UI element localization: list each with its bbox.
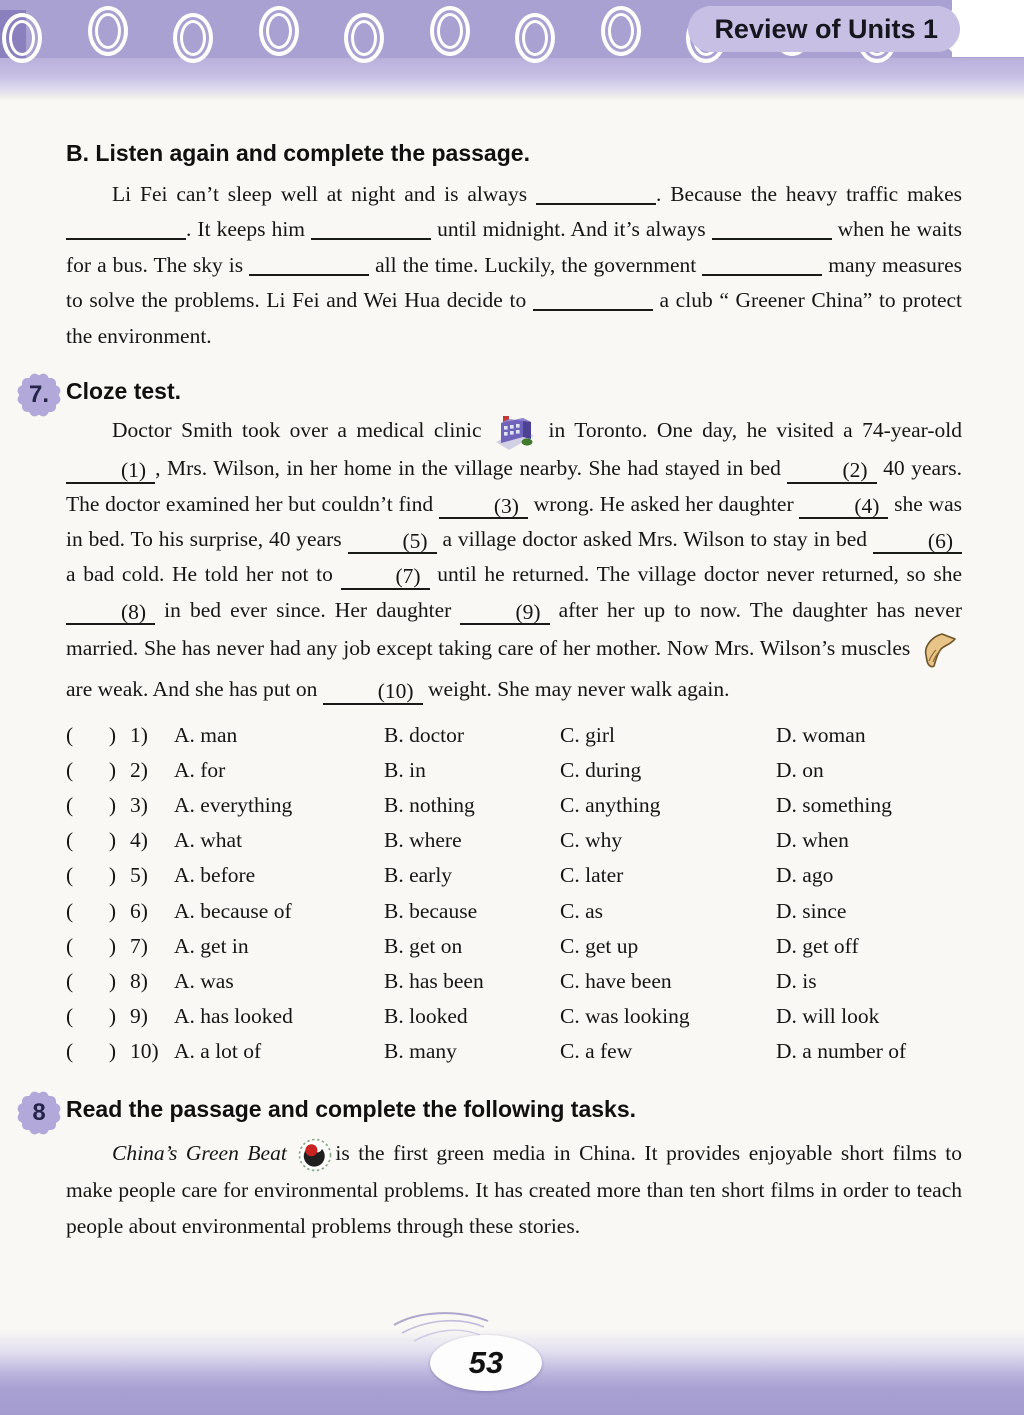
choice-option: B. where — [384, 828, 462, 853]
question-number: 5) — [130, 863, 148, 888]
choice-option: D. a number of — [776, 1039, 907, 1064]
choice-option: A. get in — [174, 933, 249, 958]
green-beat-logo-icon — [298, 1138, 332, 1172]
ring-icon — [601, 6, 641, 56]
choice-option: C. girl — [560, 722, 615, 747]
choice-option: C. was looking — [560, 1004, 690, 1029]
choice-option: D. on — [776, 757, 824, 782]
choice-option: D. is — [776, 968, 817, 993]
fill-in-blank[interactable] — [533, 291, 653, 311]
section-number-badge: 8 — [16, 1090, 62, 1136]
fill-in-blank[interactable] — [536, 185, 656, 205]
fill-in-blank[interactable] — [66, 220, 186, 240]
cloze-passage: Doctor Smith took over a medical clinic in Toronto. One day, he visited a 74-year-old (1) , Mrs. Wilson, in her home in the village nearby. She had stayed in bed (2) 40 years. The doctor examined her but couldn’t find (3) wrong. He asked her daughter (4) she was in bed. To his surprise, 40 years (5) a village doctor asked Mrs. Wilson to stay in bed (6) a bad cold. He told her not to (7) until he returned. The village doctor never returned, so she (8) in bed ever since. Her daughter (9) after her up to now. The daughter has never married. She has never had any job except taking care of her mother. Now Mrs. Wilson’s muscles are weak. And she has put on (10) weight. She may never walk again. — [66, 413, 962, 708]
numbered-blank[interactable]: (9) — [460, 601, 549, 626]
option-row — [66, 858, 962, 893]
option-row — [66, 964, 962, 999]
option-row — [66, 718, 962, 753]
option-row — [66, 929, 962, 964]
question-number: 3) — [130, 792, 148, 817]
question-number: 8) — [130, 968, 148, 993]
choice-option: C. have been — [560, 968, 672, 993]
choice-option: C. get up — [560, 933, 639, 958]
section-8-heading: Read the passage and complete the following tasks. — [66, 1095, 637, 1122]
numbered-blank[interactable]: (7) — [341, 565, 430, 590]
choice-option: C. later — [560, 863, 624, 888]
question-number: 4) — [130, 828, 148, 853]
page-title: Review of Units 1 — [688, 6, 960, 52]
choice-option: D. will look — [776, 1004, 880, 1029]
passage-title-italic: China’s Green Beat — [112, 1140, 296, 1165]
choice-option: A. because of — [174, 898, 292, 923]
answer-bracket[interactable]: ( ) — [66, 792, 116, 817]
cloze-options — [66, 718, 962, 1070]
numbered-blank[interactable]: (1) — [66, 459, 155, 484]
answer-bracket[interactable]: ( ) — [66, 933, 116, 958]
choice-option: D. ago — [776, 863, 834, 888]
choice-option: A. what — [174, 828, 243, 853]
choice-option: B. in — [384, 757, 426, 782]
choice-option: A. a lot of — [174, 1039, 262, 1064]
question-number: 1) — [130, 722, 148, 747]
fill-in-blank[interactable] — [702, 256, 822, 276]
question-number: 10) — [130, 1039, 159, 1064]
question-number: 9) — [130, 1004, 148, 1029]
answer-bracket[interactable]: ( ) — [66, 898, 116, 923]
page-header-band — [0, 0, 1024, 100]
choice-option: C. as — [560, 898, 603, 923]
ring-icon — [515, 13, 555, 63]
choice-option: B. early — [384, 863, 453, 888]
choice-option: A. has looked — [174, 1004, 293, 1029]
section-listen — [66, 140, 962, 354]
choice-option: C. why — [560, 828, 623, 853]
section-b-passage: Li Fei can’t sleep well at night and is always . Because the heavy traffic makes . It keeps him until midnight. And it’s always when he waits for a bus. The sky is all the time. Luckily, the government many measures to solve the problems. Li Fei and Wei Hua decide to a club “ Greener China” to protect the environment. — [66, 182, 963, 348]
ring-icon — [173, 13, 213, 63]
choice-option: D. get off — [776, 933, 859, 958]
choice-option: B. has been — [384, 968, 484, 993]
question-number: 6) — [130, 898, 148, 923]
read-passage: China’s Green Beat is the first green media in China. It provides enjoyable short films to make people care for environmental problems. It has created more than ten short films in order to teach people about environmental problems through these stories. — [66, 1135, 962, 1245]
numbered-blank[interactable]: (4) — [799, 495, 888, 520]
ring-icon — [344, 13, 384, 63]
ring-icon — [430, 6, 470, 56]
choice-option: C. during — [560, 757, 642, 782]
option-row — [66, 999, 962, 1034]
numbered-blank[interactable]: (5) — [348, 530, 437, 555]
choice-option: B. doctor — [384, 722, 465, 747]
section-b-heading: B. Listen again and complete the passage. — [66, 140, 530, 166]
page-number: 53 — [430, 1335, 542, 1391]
muscle-arm-icon — [919, 628, 959, 672]
ring-icon — [259, 6, 299, 56]
choice-option: A. everything — [174, 792, 293, 817]
numbered-blank[interactable]: (8) — [66, 601, 155, 626]
question-number: 2) — [130, 757, 148, 782]
answer-bracket[interactable]: ( ) — [66, 722, 116, 747]
corner-white-block — [952, 0, 1024, 57]
numbered-blank[interactable]: (10) — [323, 680, 423, 705]
choice-option: B. because — [384, 898, 478, 923]
answer-bracket[interactable]: ( ) — [66, 828, 116, 853]
option-row — [66, 894, 962, 929]
option-row — [66, 1034, 962, 1069]
ring-icon — [88, 6, 128, 56]
ring-icon — [2, 13, 42, 63]
clinic-building-icon — [494, 413, 536, 451]
option-row — [66, 753, 962, 788]
choice-option: A. for — [174, 757, 226, 782]
option-row — [66, 788, 962, 823]
choice-option: D. woman — [776, 722, 866, 747]
numbered-blank[interactable]: (6) — [873, 530, 962, 555]
choice-option: B. get on — [384, 933, 463, 958]
numbered-blank[interactable]: (2) — [787, 459, 876, 484]
section-7-heading: Cloze test. — [66, 378, 182, 405]
choice-option: A. was — [174, 968, 234, 993]
answer-bracket[interactable]: ( ) — [66, 1004, 116, 1029]
choice-option: B. nothing — [384, 792, 475, 817]
answer-bracket[interactable]: ( ) — [66, 968, 116, 993]
choice-option: A. man — [174, 722, 238, 747]
section-number-badge: 7. — [16, 372, 62, 418]
answer-bracket[interactable]: ( ) — [66, 757, 116, 782]
choice-option: B. many — [384, 1039, 457, 1064]
answer-bracket[interactable]: ( ) — [66, 1039, 116, 1064]
question-number: 7) — [130, 933, 148, 958]
choice-option: C. a few — [560, 1039, 633, 1064]
section-read — [32, 1095, 962, 1245]
section-cloze — [28, 378, 962, 1070]
fill-in-blank[interactable] — [712, 220, 832, 240]
fill-in-blank[interactable] — [311, 220, 431, 240]
option-row — [66, 823, 962, 858]
numbered-blank[interactable]: (3) — [439, 495, 528, 520]
fill-in-blank[interactable] — [249, 256, 369, 276]
choice-option: B. looked — [384, 1004, 468, 1029]
choice-option: D. when — [776, 828, 849, 853]
choice-option: C. anything — [560, 792, 661, 817]
answer-bracket[interactable]: ( ) — [66, 863, 116, 888]
choice-option: D. something — [776, 792, 892, 817]
choice-option: D. since — [776, 898, 847, 923]
choice-option: A. before — [174, 863, 256, 888]
